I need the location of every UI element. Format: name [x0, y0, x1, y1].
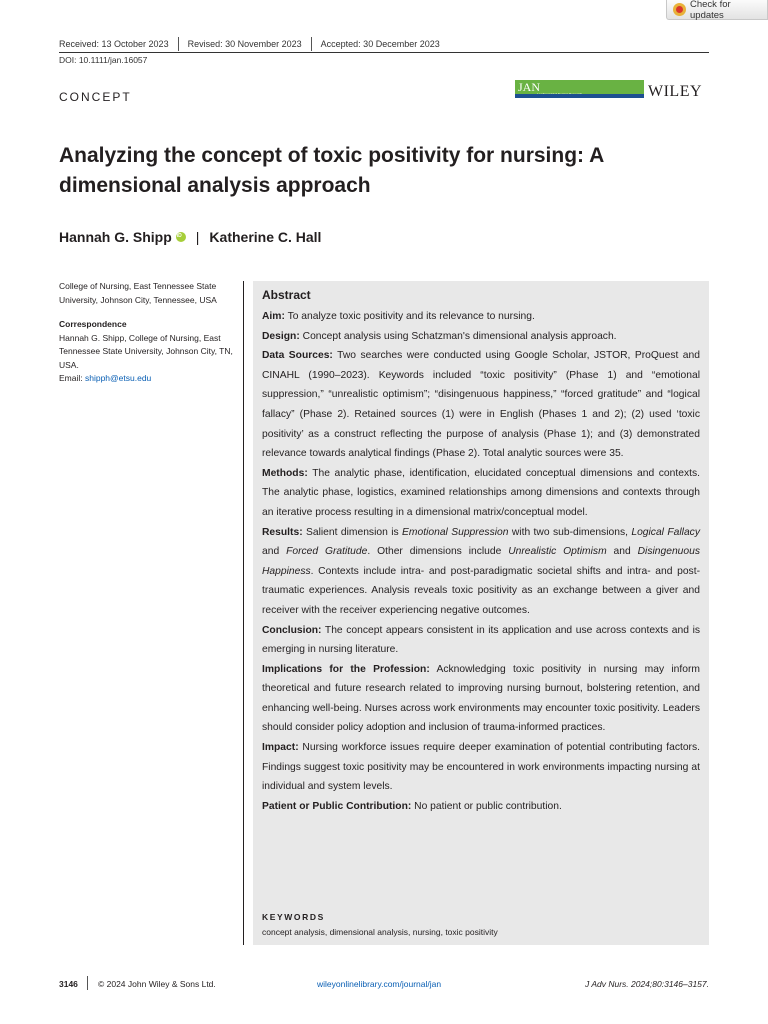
section-label: Methods:	[262, 467, 308, 479]
check-for-updates-button[interactable]	[666, 0, 768, 20]
history-dates	[59, 37, 440, 51]
dimension-term: Logical Fallacy	[631, 526, 700, 538]
page-footer	[59, 979, 709, 991]
author-name[interactable]: Katherine C. Hall	[209, 229, 322, 245]
section-text: with two sub-dimensions,	[508, 526, 632, 538]
crossmark-icon	[673, 3, 686, 16]
citation: J Adv Nurs. 2024;80:3146–3157.	[585, 979, 709, 989]
column-divider	[243, 281, 244, 945]
orcid-icon[interactable]	[176, 232, 186, 242]
abstract-results	[262, 523, 700, 621]
section-label: Design:	[262, 330, 300, 342]
abstract-impact	[262, 738, 700, 797]
section-text: . Contexts include intra- and post-paradigmatic societal shifts and intra- and post-traumatic experiences. Analysis reveals toxic positivity as an exchange between a giver and receiver with the receiver experiencing negative outcomes.	[262, 565, 700, 616]
section-label: Impact:	[262, 742, 299, 754]
date-divider	[178, 37, 179, 51]
section-label: Aim:	[262, 311, 285, 322]
page-number: 3146	[59, 979, 78, 989]
jan-logo-band	[515, 94, 644, 98]
section-text: and	[262, 546, 287, 558]
accepted-date: Accepted: 30 December 2023	[320, 39, 440, 49]
jan-logo-title: JAN	[518, 80, 541, 94]
section-label: Results:	[262, 526, 303, 538]
date-divider	[311, 37, 312, 51]
article-type-label: CONCEPT	[59, 90, 132, 104]
abstract-implications	[262, 660, 700, 738]
abstract-patient-contribution	[262, 797, 700, 817]
author-name[interactable]: Hannah G. Shipp	[59, 229, 172, 245]
author-info-sidebar	[59, 280, 237, 386]
dimension-term: Emotional Suppression	[402, 526, 509, 538]
journal-website-link[interactable]: wileyonlinelibrary.com/journal/jan	[317, 979, 442, 989]
abstract-conclusion	[262, 621, 700, 660]
section-text: The analytic phase, identification, elucidated conceptual dimensions and contexts. The analytic phase, logistics, examined relationships among dimensions and contexts through an iterative process resulting in a dimensional matrix/conceptual model.	[262, 467, 700, 518]
email-label: Email:	[59, 373, 85, 383]
abstract-data-sources	[262, 346, 700, 464]
section-text: Two searches were conducted using Google Scholar, JSTOR, ProQuest and CINAHL (1990–2023). Keywords included “toxic positivity” (Phase 1) and “emotional suppression,” “unrealistic optimism”; “disingenuous happiness,” “forced gratitude” and “logical fallacy” (Phase 2). Retained sources (1) were in English (Phases 1 and 2); (2) used ‘toxic positivity’ as a construct reflecting the purpose of analysis (Phase 1); and (3) demonstrated relevance towards analytical findings (Phase 2). Total analytic sources were 35.	[262, 350, 700, 460]
section-text: Concept analysis using Schatzman's dimensional analysis approach.	[299, 330, 617, 342]
author-list	[59, 229, 321, 245]
header-rule	[59, 52, 709, 53]
keywords-heading: KEYWORDS	[262, 912, 325, 922]
section-text: Salient dimension is	[302, 526, 403, 538]
keywords-list: concept analysis, dimensional analysis, nursing, toxic positivity	[262, 927, 498, 937]
copyright: © 2024 John Wiley & Sons Ltd.	[98, 979, 216, 989]
section-text: . Other dimensions include	[367, 546, 509, 558]
received-date: Received: 13 October 2023	[59, 39, 169, 49]
abstract-heading: Abstract	[262, 288, 311, 302]
dimension-term: Disingenuous Happiness	[262, 546, 701, 577]
section-label: Conclusion:	[262, 624, 322, 636]
check-for-updates-label: Check for updates	[690, 0, 731, 21]
section-label: Patient or Public Contribution:	[262, 800, 412, 812]
section-text: and	[606, 546, 638, 558]
dimension-term: Unrealistic Optimism	[508, 546, 607, 558]
dimension-term: Forced Gratitude	[286, 546, 368, 558]
author-separator: |	[195, 229, 200, 245]
affiliation: College of Nursing, East Tennessee State University, Johnson City, Tennessee, USA	[59, 281, 217, 305]
abstract-body	[262, 307, 700, 816]
article-title: Analyzing the concept of toxic positivity for nursing: A dimensional analysis approach	[59, 144, 604, 197]
section-text: To analyze toxic positivity and its relevance to nursing.	[284, 311, 535, 322]
abstract-design	[262, 327, 700, 347]
wiley-logo: WILEY	[648, 83, 703, 100]
section-text: Nursing workforce issues require deeper examination of potential contributing factors. Findings suggest toxic positivity may be encountered in work environments impacting nursing at individual and system levels.	[262, 742, 700, 793]
correspondence-text: Hannah G. Shipp, College of Nursing, East Tennessee State University, Johnson City, TN, USA.	[59, 332, 233, 370]
section-label: Data Sources:	[262, 350, 333, 362]
section-label: Implications for the Profession:	[262, 663, 430, 675]
section-text: The concept appears consistent in its application and use across contexts and is emerging in nursing literature.	[262, 624, 700, 656]
revised-date: Revised: 30 November 2023	[187, 39, 302, 49]
email-line	[59, 372, 237, 386]
abstract-box	[253, 281, 709, 945]
abstract-methods	[262, 464, 700, 523]
jan-logo	[515, 80, 644, 98]
email-link[interactable]: shipph@etsu.edu	[84, 373, 152, 383]
correspondence-heading: Correspondence	[59, 319, 127, 329]
section-text: Acknowledging toxic positivity in nursing may inform theoretical and future research related to improving nursing burnout, bolstering retention, and enhancing well-being. Nurses across work environments may encounter toxic positivity. Leaders should consider policy adoption and inclusion of trauma-informed practices.	[262, 663, 700, 734]
footer-divider	[87, 976, 88, 990]
doi: DOI: 10.1111/jan.16057	[59, 55, 148, 65]
abstract-aim	[262, 307, 700, 327]
section-text: No patient or public contribution.	[411, 800, 562, 812]
